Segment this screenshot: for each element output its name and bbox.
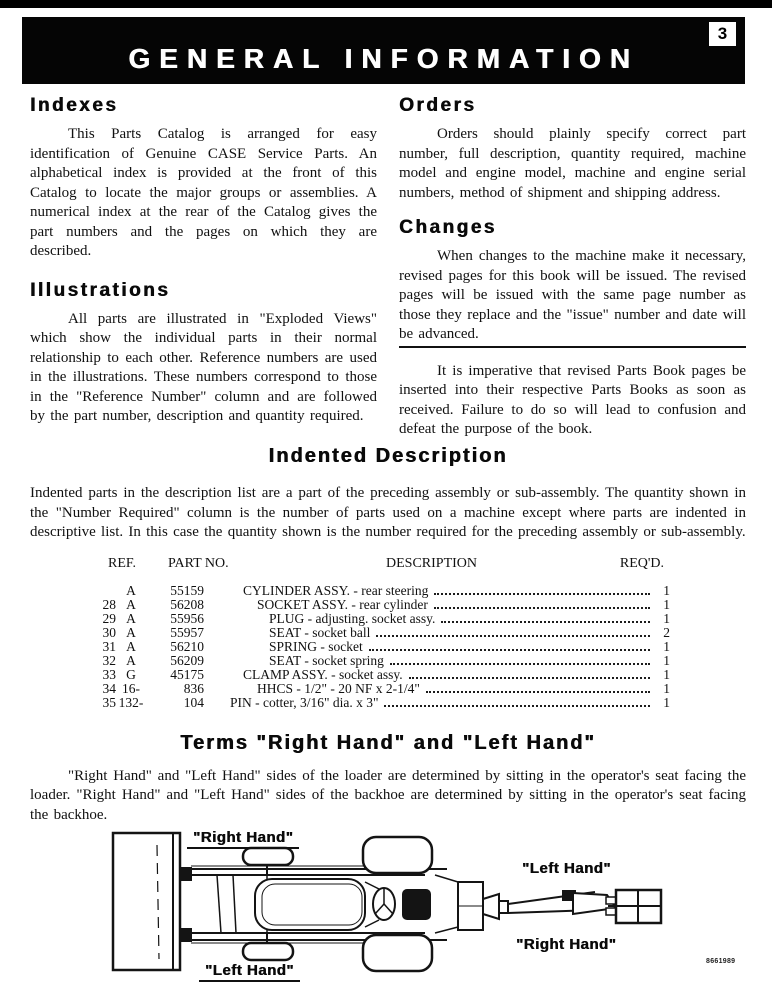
cell-part: 55159 — [170, 582, 204, 598]
cell-prefix: G — [126, 666, 136, 682]
cell-ref: 28 — [102, 596, 116, 612]
cell-part: 56208 — [170, 596, 204, 612]
table-row — [98, 640, 670, 654]
cell-part: 56209 — [170, 652, 204, 668]
cell-qty: 1 — [663, 610, 670, 626]
dot-leader — [426, 691, 650, 693]
dot-leader — [409, 677, 650, 679]
backhoe-boom — [483, 891, 616, 919]
section-changes — [399, 217, 746, 440]
dot-leader — [390, 663, 650, 665]
section-indented-description — [30, 445, 746, 543]
orientation-diagram — [95, 829, 772, 999]
table-row — [98, 696, 670, 710]
cell-qty: 1 — [663, 596, 670, 612]
table-row — [98, 598, 670, 612]
table-row — [98, 612, 670, 626]
cell-prefix: A — [126, 638, 136, 654]
parts-table-header — [98, 557, 670, 574]
cell-qty: 1 — [663, 666, 670, 682]
loader-bucket — [113, 833, 180, 970]
cell-description: SOCKET ASSY. - rear cylinder — [257, 596, 428, 612]
operator-seat — [403, 890, 430, 919]
section-indexes — [30, 95, 377, 262]
cell-part: 55956 — [170, 610, 204, 626]
cell-prefix: A — [126, 652, 136, 668]
page-number-badge: 3 — [709, 22, 736, 46]
illustrations-heading: Illustrations — [30, 279, 171, 301]
cell-part: 56210 — [170, 638, 204, 654]
front-wheel-right — [243, 848, 293, 865]
page-title: GENERAL INFORMATION — [128, 43, 639, 74]
indexes-heading: Indexes — [30, 95, 119, 116]
page-content — [30, 95, 746, 839]
orders-heading: Orders — [399, 95, 477, 116]
illustrations-paragraph: All parts are illustrated in "Exploded Views" which show the individual parts in their normal relationship to each other. Reference numbers are used in the illustrations. These numbers correspond to those in the "Reference Number" column and are followed by the part number, description and quantity required. — [30, 310, 377, 424]
cell-description: SEAT - socket spring — [269, 652, 384, 668]
orders-paragraph: Orders should plainly specify correct part number, full description, quantity required, machine model and engine model, machine and engine serial numbers, method of shipment and shipping address. — [399, 126, 746, 201]
top-rule-bar — [0, 0, 772, 8]
cell-qty: 1 — [663, 694, 670, 710]
table-row — [98, 626, 670, 640]
dot-leader — [434, 593, 650, 595]
rear-panel — [435, 875, 483, 933]
left-column — [30, 95, 377, 445]
cell-ref: 31 — [102, 638, 116, 654]
changes-paragraph-1: When changes to the machine make it necessary, revised pages for this book will be issued. The revised pages will be issued with the same page number as those they replace and the "issue" number and date will be advanced. — [399, 247, 746, 348]
dot-leader — [384, 705, 650, 707]
parts-table — [98, 557, 670, 710]
cell-part: 45175 — [170, 666, 204, 682]
cell-description: SPRING - socket — [269, 638, 363, 654]
rear-wheel-right — [363, 837, 432, 873]
cell-description: CLAMP ASSY. - socket assy. — [243, 666, 403, 682]
cell-ref: 33 — [102, 666, 116, 682]
two-column-area — [30, 95, 746, 445]
dot-leader — [441, 621, 650, 623]
cell-ref: 32 — [102, 652, 116, 668]
cell-prefix: A — [126, 582, 136, 598]
table-row — [98, 668, 670, 682]
cell-ref: 30 — [102, 624, 116, 640]
cell-prefix: A — [126, 610, 136, 626]
cell-qty: 2 — [663, 624, 670, 640]
cell-prefix: 132- — [118, 694, 144, 710]
cell-description: PIN - cotter, 3/16" dia. x 3" — [230, 694, 379, 710]
cell-ref: 35 — [102, 694, 116, 710]
cell-ref: 34 — [102, 680, 116, 696]
cell-part: 55957 — [170, 624, 204, 640]
cell-ref: 29 — [102, 610, 116, 626]
header-part-no: PART NO. — [168, 555, 229, 571]
cell-prefix: 16- — [122, 680, 140, 696]
dot-leader — [376, 635, 650, 637]
tractor-top-view-drawing — [95, 829, 772, 999]
cell-description: SEAT - socket ball — [269, 624, 371, 640]
parts-table-body — [98, 584, 670, 710]
cell-description: HHCS - 1/2" - 20 NF x 2-1/4" — [257, 680, 420, 696]
table-row — [98, 682, 670, 696]
label-rear-left: "Left Hand" — [522, 860, 611, 877]
section-illustrations — [30, 280, 377, 427]
cell-prefix: A — [126, 624, 136, 640]
label-front-left: "Left Hand" — [199, 962, 300, 982]
indented-description-heading: Indented Description — [268, 445, 508, 467]
header-ref: REF. — [108, 555, 137, 571]
cell-description: PLUG - adjusting. socket assy. — [269, 610, 436, 626]
cell-qty: 1 — [663, 652, 670, 668]
table-row — [98, 654, 670, 668]
indented-description-paragraph: Indented parts in the description list are a part of the preceding assembly or sub-assembly. The quantity shown in the "Number Required" column is the number of parts used on a machine except where parts are indented in descriptive list. In this case the quantity shown is the number required for the preceding assembly or sub-assembly. — [30, 485, 746, 540]
steering-wheel — [373, 888, 395, 920]
label-front-right: "Right Hand" — [187, 829, 299, 849]
section-terms — [30, 732, 746, 826]
table-row — [98, 584, 670, 598]
changes-paragraph-2: It is imperative that revised Parts Book pages be inserted into their respective Parts Books as soon as received. Failure to do so will lead to confusion and defeat the purpose of the book. — [399, 362, 746, 437]
cell-qty: 1 — [663, 638, 670, 654]
page-banner — [22, 17, 745, 84]
rear-wheel-left — [363, 935, 432, 971]
figure-code: 8661989 — [706, 958, 736, 965]
cell-prefix: A — [126, 596, 136, 612]
section-orders — [399, 95, 746, 203]
tractor-hood — [255, 879, 379, 930]
cell-part: 836 — [183, 680, 204, 696]
front-wheel-left — [243, 943, 293, 960]
dot-leader — [369, 649, 650, 651]
right-column — [399, 95, 746, 445]
header-description: DESCRIPTION — [386, 555, 478, 571]
cell-description: CYLINDER ASSY. - rear steering — [243, 582, 429, 598]
dot-leader — [434, 607, 650, 609]
header-reqd: REQ'D. — [619, 555, 664, 571]
terms-heading: Terms "Right Hand" and "Left Hand" — [180, 731, 596, 754]
label-rear-right: "Right Hand" — [516, 936, 617, 953]
indexes-paragraph: This Parts Catalog is arranged for easy identification of Genuine CASE Service Parts. An alphabetical index is provided at the front of this Catalog to locate the major groups or assemblies. A numerical index at the rear of the Catalog gives the part numbers and the pages on which they are described. — [30, 126, 377, 259]
backhoe-bucket — [606, 890, 661, 923]
cell-part: 104 — [183, 694, 204, 710]
cell-qty: 1 — [663, 680, 670, 696]
terms-paragraph: "Right Hand" and "Left Hand" sides of the loader are determined by sitting in the operator's seat facing the loader. "Right Hand" and "Left Hand" sides of the backhoe are determined by sitting in the operator's seat facing the backhoe. — [30, 767, 746, 823]
cell-qty: 1 — [663, 582, 670, 598]
changes-heading: Changes — [399, 217, 497, 238]
